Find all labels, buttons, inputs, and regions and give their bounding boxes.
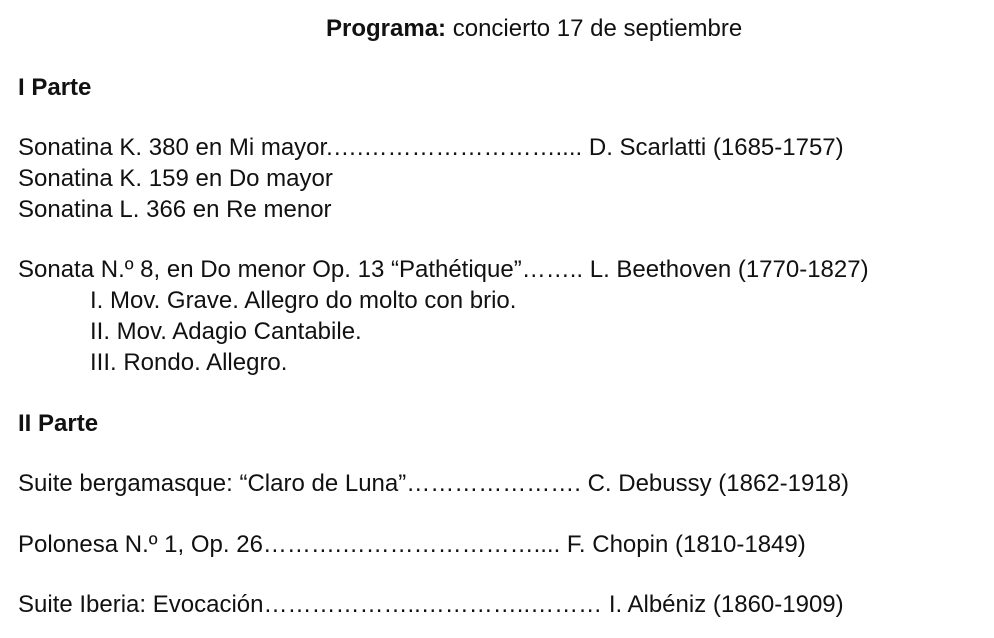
scarlatti-sonatina-l366: Sonatina L. 366 en Re menor	[18, 196, 332, 223]
part-1-heading: I Parte	[18, 74, 92, 101]
beethoven-movement-1: I. Mov. Grave. Allegro do molto con brio.	[90, 287, 517, 314]
scarlatti-sonatina-k380: Sonatina K. 380 en Mi mayor.….…………………….... D. Scarlatti (1685-1757)	[18, 134, 844, 161]
chopin-polonesa-1: Polonesa N.º 1, Op. 26……….…………………….... F. Chopin (1810-1849)	[18, 531, 806, 558]
debussy-claro-de-luna: Suite bergamasque: “Claro de Luna”…………………. C. Debussy (1862-1918)	[18, 470, 850, 497]
program-title	[326, 17, 742, 41]
part-2-heading: II Parte	[18, 410, 99, 437]
beethoven-movement-3: III. Rondo. Allegro.	[90, 349, 288, 376]
scarlatti-sonatina-k159: Sonatina K. 159 en Do mayor	[18, 165, 333, 192]
beethoven-sonata-8: Sonata N.º 8, en Do menor Op. 13 “Pathétique”…….. L. Beethoven (1770-1827)	[18, 256, 869, 283]
beethoven-movement-2: II. Mov. Adagio Cantabile.	[90, 318, 362, 345]
albeniz-evocacion: Suite Iberia: Evocación………………..…………..……… I. Albéniz (1860-1909)	[18, 591, 844, 618]
program-title-text: concierto 17 de septiembre	[446, 15, 743, 42]
program-title-label: Programa:	[326, 15, 447, 42]
